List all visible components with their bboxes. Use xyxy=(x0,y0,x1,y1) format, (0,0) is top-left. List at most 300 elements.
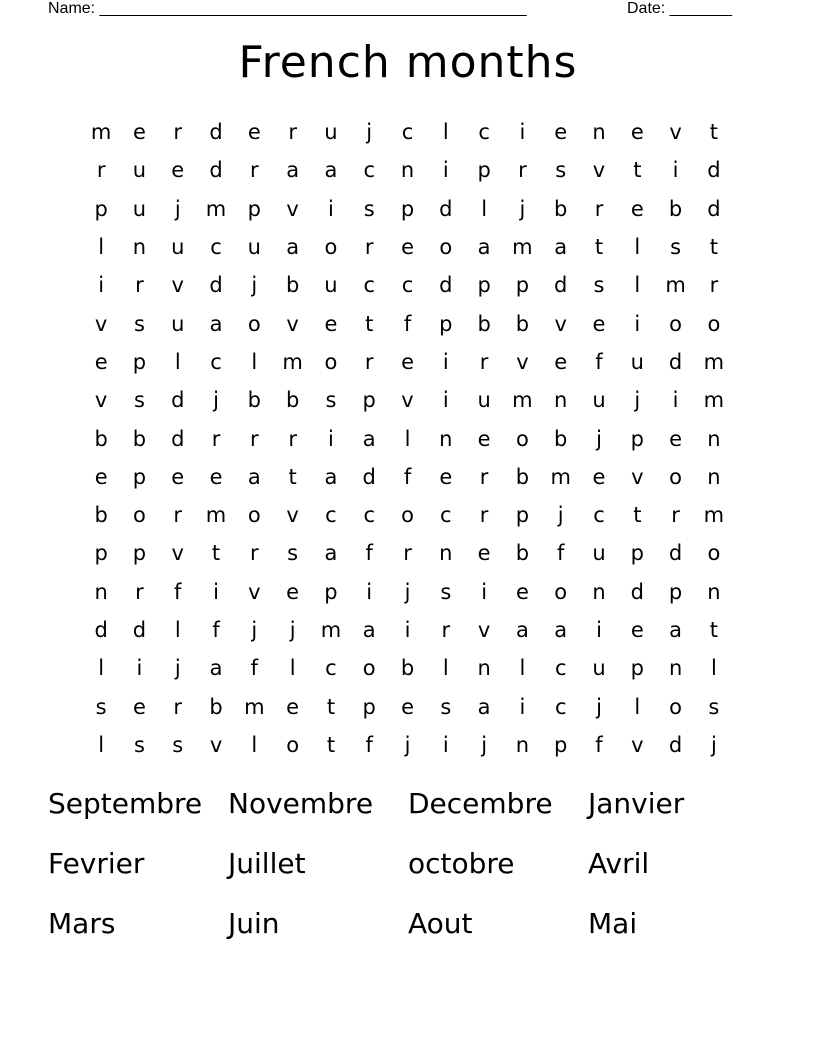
grid-letter: d xyxy=(209,273,223,298)
grid-letter: m xyxy=(205,196,227,221)
grid-letter: m xyxy=(703,349,725,374)
grid-letter: i xyxy=(328,426,334,451)
grid-letter: r xyxy=(709,273,719,298)
word-bank-item: Decembre xyxy=(408,787,553,820)
grid-letter: r xyxy=(173,120,183,145)
grid-letter: l xyxy=(634,273,641,298)
grid-letter: m xyxy=(665,273,686,298)
grid-letter: p xyxy=(94,196,108,221)
grid-letter: c xyxy=(440,503,452,528)
grid-letter: r xyxy=(288,426,297,451)
grid-letter: e xyxy=(515,579,529,604)
grid-letter: p xyxy=(630,541,644,566)
letter-grid xyxy=(82,113,733,764)
grid-letter: a xyxy=(669,618,683,642)
grid-letter: j xyxy=(251,273,258,298)
grid-letter: c xyxy=(210,235,222,260)
grid-letter: j xyxy=(404,732,411,757)
grid-letter: v xyxy=(401,388,414,413)
grid-letter: p xyxy=(668,579,683,604)
grid-letter: f xyxy=(174,579,182,604)
grid-letter: u xyxy=(132,196,147,221)
grid-letter: s xyxy=(593,273,605,298)
grid-letter: l xyxy=(251,732,258,757)
grid-letter: a xyxy=(554,235,568,260)
grid-letter: p xyxy=(324,579,338,604)
grid-letter: v xyxy=(592,158,606,183)
grid-letter: u xyxy=(171,311,185,336)
grid-letter: i xyxy=(213,579,219,604)
grid-letter: d xyxy=(630,579,644,604)
grid-letter: a xyxy=(515,618,529,642)
grid-letter: r xyxy=(250,541,259,566)
grid-letter: b xyxy=(132,426,147,451)
grid-letter: o xyxy=(707,541,721,566)
grid-letter: p xyxy=(439,311,453,336)
grid-letter: i xyxy=(481,579,488,604)
grid-letter: u xyxy=(324,273,338,298)
grid-letter: b xyxy=(94,503,108,528)
grid-letter: o xyxy=(439,235,453,260)
word-bank-item: Fevrier xyxy=(48,847,145,880)
grid-letter: p xyxy=(400,196,415,221)
grid-letter: d xyxy=(668,541,683,566)
grid-letter: l xyxy=(519,656,526,681)
grid-letter: r xyxy=(173,503,183,528)
grid-letter: r xyxy=(135,273,144,298)
grid-letter: o xyxy=(669,694,683,719)
grid-letter: r xyxy=(135,579,144,604)
grid-letter: v xyxy=(171,541,184,566)
grid-letter: r xyxy=(211,426,221,451)
grid-letter: v xyxy=(286,503,299,528)
grid-letter: o xyxy=(669,311,683,336)
grid-letter: p xyxy=(515,273,530,298)
grid-letter: r xyxy=(594,196,604,221)
grid-letter: f xyxy=(365,732,373,757)
grid-letter: o xyxy=(515,426,529,451)
grid-letter: l xyxy=(251,349,258,374)
grid-letter: c xyxy=(554,694,567,719)
grid-letter: e xyxy=(286,579,300,604)
grid-letter: v xyxy=(171,273,184,298)
grid-letter: n xyxy=(707,579,721,604)
grid-letter: j xyxy=(557,503,564,528)
grid-letter: c xyxy=(363,273,375,298)
grid-letter: b xyxy=(515,541,530,566)
grid-letter: p xyxy=(630,656,644,681)
grid-letter: b xyxy=(554,426,568,451)
grid-letter: l xyxy=(174,349,181,374)
grid-letter: a xyxy=(362,618,376,642)
date-field-label: Date: _______ xyxy=(627,0,732,17)
grid-letter: i xyxy=(519,694,526,719)
grid-letter: v xyxy=(209,732,223,757)
grid-letter: v xyxy=(477,618,491,642)
grid-letter: s xyxy=(133,311,145,336)
grid-letter: s xyxy=(325,388,337,413)
grid-letter: m xyxy=(244,694,265,719)
grid-letter: n xyxy=(439,541,453,566)
grid-letter: e xyxy=(401,349,414,374)
grid-letter: p xyxy=(362,694,376,719)
grid-letter: b xyxy=(400,656,415,681)
word-bank-item: Juin xyxy=(228,907,280,940)
grid-letter: t xyxy=(709,618,719,642)
grid-letter: m xyxy=(512,235,533,260)
grid-letter: v xyxy=(669,120,682,145)
grid-letter: r xyxy=(403,541,412,566)
grid-letter: n xyxy=(515,732,530,757)
grid-letter: s xyxy=(287,541,299,566)
grid-letter: a xyxy=(209,656,223,681)
grid-letter: v xyxy=(248,579,261,604)
grid-letter: r xyxy=(671,503,680,528)
grid-letter: i xyxy=(404,618,411,642)
grid-letter: p xyxy=(477,273,491,298)
grid-letter: t xyxy=(633,503,642,528)
grid-letter: u xyxy=(592,388,606,413)
grid-letter: j xyxy=(174,656,181,681)
grid-letter: o xyxy=(247,311,261,336)
grid-letter: c xyxy=(478,120,490,145)
word-bank-item: Janvier xyxy=(588,787,685,820)
grid-letter: l xyxy=(481,196,488,221)
grid-letter: b xyxy=(94,426,108,451)
grid-letter: o xyxy=(133,503,146,528)
grid-letter: l xyxy=(442,656,449,681)
grid-letter: s xyxy=(95,694,107,719)
grid-letter: f xyxy=(403,311,412,336)
grid-letter: j xyxy=(596,694,602,719)
grid-letter: n xyxy=(668,656,683,681)
grid-letter: t xyxy=(365,311,374,336)
grid-letter: r xyxy=(250,426,259,451)
grid-letter: p xyxy=(477,158,491,183)
grid-letter: u xyxy=(592,656,606,681)
word-bank-item: Avril xyxy=(588,847,650,880)
grid-letter: e xyxy=(439,464,453,489)
grid-letter: m xyxy=(703,503,725,528)
grid-letter: d xyxy=(439,273,453,298)
grid-letter: a xyxy=(286,158,300,183)
grid-letter: r xyxy=(364,235,374,260)
grid-letter: c xyxy=(593,503,605,528)
grid-letter: b xyxy=(668,196,683,221)
word-bank-item: octobre xyxy=(408,847,515,880)
grid-letter: v xyxy=(94,311,108,336)
grid-letter: l xyxy=(404,426,411,451)
word-bank-item: Septembre xyxy=(48,787,203,820)
grid-letter: d xyxy=(132,618,147,642)
grid-letter: d xyxy=(209,120,223,145)
grid-letter: f xyxy=(557,541,565,566)
grid-letter: r xyxy=(479,464,489,489)
grid-letter: b xyxy=(554,196,568,221)
grid-letter: l xyxy=(634,694,641,719)
grid-letter: v xyxy=(631,464,644,489)
grid-letter: l xyxy=(710,656,717,681)
grid-letter: e xyxy=(592,311,606,336)
grid-letter: l xyxy=(634,235,641,260)
grid-letter: e xyxy=(630,196,644,221)
grid-letter: p xyxy=(515,503,530,528)
word-bank-item: Mars xyxy=(48,907,116,940)
grid-letter: j xyxy=(289,618,296,642)
grid-letter: c xyxy=(363,503,375,528)
grid-letter: d xyxy=(554,273,568,298)
grid-letter: j xyxy=(213,388,219,413)
grid-letter: m xyxy=(205,503,227,528)
grid-letter: c xyxy=(363,158,375,183)
grid-letter: d xyxy=(439,196,453,221)
grid-letter: i xyxy=(442,732,449,757)
grid-letter: r xyxy=(173,694,183,719)
grid-letter: i xyxy=(98,273,105,298)
grid-letter: e xyxy=(324,311,338,336)
grid-letter: e xyxy=(401,235,414,260)
grid-letter: j xyxy=(251,618,258,642)
grid-letter: e xyxy=(592,464,606,489)
grid-letter: i xyxy=(519,120,526,145)
grid-letter: a xyxy=(362,426,376,451)
grid-letter: e xyxy=(171,158,185,183)
grid-letter: s xyxy=(670,235,682,260)
grid-letter: i xyxy=(442,158,449,183)
grid-letter: l xyxy=(289,656,296,681)
grid-letter: r xyxy=(250,158,259,183)
grid-letter: r xyxy=(479,503,489,528)
grid-letter: o xyxy=(669,464,683,489)
grid-letter: e xyxy=(401,694,414,719)
grid-letter: r xyxy=(518,158,527,183)
word-bank xyxy=(48,782,768,962)
word-bank-item: Novembre xyxy=(228,787,374,820)
grid-letter: u xyxy=(477,388,491,413)
grid-letter: d xyxy=(707,158,721,183)
grid-letter: p xyxy=(362,388,376,413)
grid-letter: i xyxy=(328,196,334,221)
grid-letter: a xyxy=(477,235,491,260)
grid-letter: e xyxy=(132,120,146,145)
grid-letter: v xyxy=(631,732,644,757)
grid-letter: u xyxy=(324,120,338,145)
grid-letter: p xyxy=(247,196,261,221)
grid-letter: i xyxy=(442,349,449,374)
grid-letter: m xyxy=(320,618,342,642)
grid-letter: u xyxy=(630,349,644,374)
grid-letter: f xyxy=(250,656,259,681)
grid-letter: i xyxy=(442,388,449,413)
grid-letter: n xyxy=(707,426,721,451)
grid-letter: c xyxy=(325,503,337,528)
grid-letter: s xyxy=(133,732,145,757)
name-field-label: Name: ________________________________________________ xyxy=(48,0,527,17)
grid-letter: j xyxy=(634,388,641,413)
grid-letter: l xyxy=(98,656,105,681)
grid-letter: r xyxy=(364,349,374,374)
grid-letter: p xyxy=(630,426,644,451)
grid-letter: j xyxy=(404,579,411,604)
word-bank-item: Mai xyxy=(588,907,638,940)
grid-letter: m xyxy=(90,120,112,145)
grid-letter: l xyxy=(442,120,449,145)
grid-letter: c xyxy=(210,349,222,374)
grid-letter: c xyxy=(401,120,414,145)
grid-letter: d xyxy=(94,618,108,642)
grid-letter: e xyxy=(554,349,568,374)
grid-letter: o xyxy=(401,503,414,528)
grid-letter: j xyxy=(174,196,181,221)
grid-letter: j xyxy=(710,732,717,757)
grid-letter: e xyxy=(554,120,568,145)
grid-letter: p xyxy=(94,541,108,566)
grid-letter: o xyxy=(247,503,261,528)
grid-letter: m xyxy=(703,388,725,413)
grid-letter: o xyxy=(286,732,300,757)
grid-letter: u xyxy=(132,158,147,183)
grid-letter: a xyxy=(324,158,338,183)
grid-letter: a xyxy=(324,464,338,489)
grid-letter: n xyxy=(400,158,415,183)
word-bank-item: Aout xyxy=(408,907,473,940)
grid-letter: s xyxy=(555,158,567,183)
grid-letter: u xyxy=(171,235,185,260)
grid-letter: a xyxy=(286,235,300,260)
word-bank-item: Juillet xyxy=(228,847,306,880)
grid-letter: p xyxy=(132,541,147,566)
grid-letter: s xyxy=(440,579,452,604)
grid-letter: p xyxy=(132,464,147,489)
grid-letter: j xyxy=(481,732,488,757)
grid-letter: a xyxy=(477,694,491,719)
grid-letter: b xyxy=(515,311,530,336)
grid-letter: r xyxy=(288,120,297,145)
grid-letter: v xyxy=(94,388,108,413)
grid-letter: c xyxy=(554,656,567,681)
grid-letter: p xyxy=(132,349,147,374)
grid-letter: n xyxy=(477,656,491,681)
grid-letter: b xyxy=(515,464,530,489)
grid-letter: e xyxy=(630,618,644,642)
grid-letter: o xyxy=(324,235,338,260)
grid-letter: a xyxy=(554,618,568,642)
grid-letter: o xyxy=(324,349,338,374)
grid-letter: c xyxy=(401,273,414,298)
grid-letter: b xyxy=(247,388,261,413)
grid-letter: n xyxy=(439,426,453,451)
grid-letter: j xyxy=(596,426,602,451)
grid-letter: v xyxy=(516,349,529,374)
grid-letter: d xyxy=(171,426,185,451)
grid-letter: t xyxy=(594,235,604,260)
grid-letter: e xyxy=(669,426,683,451)
grid-letter: l xyxy=(98,732,105,757)
grid-letter: j xyxy=(519,196,526,221)
grid-letter: r xyxy=(96,158,106,183)
grid-letter: l xyxy=(174,618,181,642)
grid-letter: s xyxy=(363,196,375,221)
grid-letter: i xyxy=(136,656,143,681)
grid-letter: e xyxy=(286,694,300,719)
grid-letter: n xyxy=(132,235,147,260)
grid-letter: d xyxy=(668,349,683,374)
grid-letter: o xyxy=(554,579,568,604)
grid-letter: s xyxy=(440,694,452,719)
grid-letter: n xyxy=(592,579,606,604)
grid-letter: n xyxy=(592,120,606,145)
grid-letter: o xyxy=(362,656,376,681)
grid-letter: r xyxy=(479,349,489,374)
grid-letter: t xyxy=(633,158,642,183)
grid-letter: e xyxy=(247,120,261,145)
grid-letter: f xyxy=(365,541,373,566)
grid-letter: f xyxy=(403,464,412,489)
grid-letter: m xyxy=(282,349,303,374)
grid-letter: e xyxy=(630,120,644,145)
grid-letter: c xyxy=(325,656,337,681)
grid-letter: d xyxy=(668,732,683,757)
grid-letter: o xyxy=(707,311,721,336)
grid-letter: e xyxy=(171,464,185,489)
grid-letter: a xyxy=(209,311,223,336)
grid-letter: s xyxy=(133,388,145,413)
grid-letter: u xyxy=(592,541,606,566)
grid-letter: m xyxy=(550,464,571,489)
grid-letter: b xyxy=(285,273,300,298)
grid-letter: v xyxy=(286,311,299,336)
grid-letter: s xyxy=(172,732,184,757)
grid-letter: i xyxy=(366,579,373,604)
grid-letter: b xyxy=(209,694,223,719)
grid-letter: b xyxy=(285,388,300,413)
grid-letter: u xyxy=(247,235,261,260)
grid-letter: f xyxy=(595,349,603,374)
grid-letter: t xyxy=(326,732,336,757)
grid-letter: i xyxy=(596,618,602,642)
grid-letter: v xyxy=(286,196,299,221)
grid-letter: e xyxy=(94,349,108,374)
grid-letter: f xyxy=(595,732,603,757)
grid-letter: i xyxy=(672,158,679,183)
grid-letter: t xyxy=(288,464,297,489)
grid-letter: i xyxy=(634,311,641,336)
grid-letter: m xyxy=(512,388,533,413)
grid-letter: n xyxy=(554,388,568,413)
grid-letter: d xyxy=(362,464,376,489)
page-title: French months xyxy=(238,37,578,88)
grid-letter: j xyxy=(366,120,373,145)
grid-letter: n xyxy=(707,464,721,489)
grid-letter: l xyxy=(98,235,105,260)
grid-letter: e xyxy=(477,541,491,566)
grid-letter: a xyxy=(247,464,261,489)
grid-letter: i xyxy=(672,388,679,413)
grid-letter: t xyxy=(211,541,221,566)
grid-letter: b xyxy=(477,311,491,336)
grid-letter: e xyxy=(209,464,223,489)
grid-letter: t xyxy=(709,235,719,260)
grid-letter: t xyxy=(326,694,336,719)
grid-letter: r xyxy=(441,618,451,642)
grid-letter: f xyxy=(212,618,220,642)
grid-letter: d xyxy=(171,388,185,413)
grid-letter: t xyxy=(709,120,719,145)
grid-letter: v xyxy=(554,311,567,336)
grid-letter: e xyxy=(132,694,146,719)
grid-letter: a xyxy=(324,541,338,566)
grid-letter: n xyxy=(94,579,108,604)
